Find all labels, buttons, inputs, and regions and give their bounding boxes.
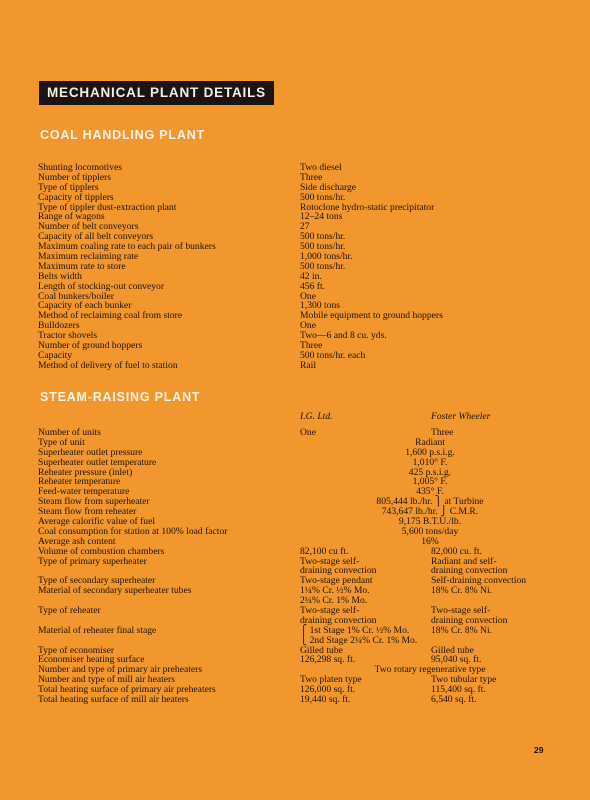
row-label: Average ash content — [38, 535, 116, 547]
table-row — [38, 626, 558, 636]
row-value: Rotoclone hydro-static precipitator — [300, 201, 435, 213]
row-value: 500 tons/hr. — [300, 260, 346, 272]
coal-handling-table — [38, 163, 558, 371]
table-row — [38, 636, 558, 646]
row-value: Rail — [300, 359, 316, 371]
row-label: Coal bunkers/boiler — [38, 290, 114, 302]
steam-column-headers — [38, 412, 558, 422]
row-label: Number of belt conveyors — [38, 221, 139, 233]
row-label: Material of reheater final stage — [38, 624, 157, 636]
row-value-ig: Gilled tube — [300, 644, 343, 656]
row-value-shared: Radiant — [415, 436, 445, 448]
row-label: Reheater temperature — [38, 476, 121, 488]
row-value-shared: 1,010° F. — [412, 456, 448, 468]
row-value: Three — [300, 340, 323, 352]
table-row — [38, 586, 558, 596]
row-value-foster-wheeler: Self-draining convection — [431, 575, 527, 587]
table-row — [38, 695, 558, 705]
row-value: 12–24 tons — [300, 211, 343, 223]
row-label: Capacity — [38, 349, 73, 361]
row-label: Coal consumption for station at 100% load factor — [38, 525, 228, 537]
row-value-foster-wheeler: 18% Cr. 8% Ni. — [431, 585, 493, 597]
row-label: Type of primary superheater — [38, 555, 147, 567]
row-value-foster-wheeler: Three — [431, 427, 454, 438]
row-value-shared: 435° F. — [416, 486, 444, 498]
row-label: Capacity of each bunker — [38, 300, 132, 312]
row-value-shared: 743,647 lb./hr. ⎭ C.M.R. — [381, 506, 479, 518]
coal-section-title: COAL HANDLING PLANT — [40, 128, 205, 142]
row-label: Number of ground hoppers — [38, 340, 143, 352]
row-value: 1,000 tons/hr. — [300, 251, 353, 263]
row-value: 42 in. — [300, 270, 322, 282]
row-label: Type of secondary superheater — [38, 575, 156, 587]
row-value-ig: 19,440 sq. ft. — [300, 694, 351, 706]
table-row — [38, 341, 558, 351]
row-label: Belts width — [38, 270, 82, 282]
row-value-ig: ⎧ 1st Stage 1% Cr. ½% Mo. — [300, 624, 410, 636]
row-value: One — [300, 320, 316, 332]
row-label: Superheater outlet pressure — [38, 446, 143, 458]
row-value: 500 tons/hr. — [300, 231, 346, 243]
row-value-shared: 5,600 tons/day — [401, 525, 459, 537]
row-value-shared: 16% — [421, 535, 439, 547]
row-label: Total heating surface of mill air heaters — [38, 694, 189, 706]
row-value: 500 tons/hr. — [300, 191, 346, 203]
row-label: Tractor shovels — [38, 330, 98, 342]
row-value-ig: draining convection — [300, 565, 377, 577]
row-label: Volume of combustion chambers — [38, 545, 165, 557]
row-value-foster-wheeler: draining convection — [431, 565, 508, 577]
row-label: Method of delivery of fuel to station — [38, 359, 178, 371]
row-label: Type of tipplers — [38, 181, 99, 193]
row-label: Steam flow from superheater — [38, 496, 150, 508]
row-label: Length of stocking-out conveyor — [38, 280, 165, 292]
row-value-foster-wheeler: 82,000 cu. ft. — [431, 545, 482, 557]
table-row — [38, 321, 558, 331]
row-value: Two—6 and 8 cu. yds. — [300, 330, 387, 342]
row-value: 27 — [300, 221, 310, 233]
row-value-foster-wheeler: 6,540 sq. ft. — [431, 694, 477, 706]
table-row — [38, 282, 558, 292]
row-value-shared: 425 p.s.i.g. — [408, 466, 452, 478]
row-value-shared: 9,175 B.T.U./lb. — [398, 516, 462, 528]
row-label: Number and type of primary air preheaters — [38, 664, 203, 676]
table-row — [38, 173, 558, 183]
table-row — [38, 183, 558, 193]
row-label: Capacity of tipplers — [38, 191, 114, 203]
row-value: Three — [300, 171, 323, 183]
table-row — [38, 428, 558, 438]
row-label: Shunting locomotives — [38, 162, 122, 173]
row-value-ig: draining convection — [300, 614, 377, 626]
row-label: Bulldozers — [38, 320, 80, 332]
row-label: Steam flow from reheater — [38, 506, 137, 518]
steam-section-title: STEAM-RAISING PLANT — [40, 390, 201, 404]
row-label: Range of wagons — [38, 211, 105, 223]
row-label: Type of tippler dust-extraction plant — [38, 201, 177, 213]
row-value-foster-wheeler: 115,400 sq. ft. — [431, 684, 486, 696]
row-label: Economiser heating surface — [38, 654, 145, 666]
row-value: Mobile equipment to ground hoppers — [300, 310, 443, 322]
row-value-foster-wheeler: Radiant and self- — [431, 555, 497, 567]
row-label: Material of secondary superheater tubes — [38, 585, 192, 597]
row-value-ig: ⎩ 2nd Stage 2¼% Cr. 1% Mo. — [300, 634, 418, 646]
steam-raising-table — [38, 428, 558, 705]
row-label: Maximum reclaiming rate — [38, 251, 139, 263]
row-label: Type of reheater — [38, 605, 101, 617]
row-label: Maximum rate to store — [38, 260, 126, 272]
row-value-shared: 805,444 lb./hr. ⎫ at Turbine — [376, 496, 484, 508]
row-label: Total heating surface of primary air preheaters — [38, 684, 216, 696]
row-value: 456 ft. — [300, 280, 326, 292]
row-label: Type of economiser — [38, 644, 115, 656]
table-row — [38, 361, 558, 371]
page-number: 29 — [534, 745, 544, 755]
row-value: Two diesel — [300, 162, 342, 173]
row-label: Number and type of mill air heaters — [38, 674, 175, 686]
row-value-foster-wheeler: Two-stage self- — [431, 605, 491, 617]
table-row — [38, 311, 558, 321]
row-label: Number of units — [38, 427, 101, 438]
table-row — [38, 203, 558, 213]
row-value-ig: 126,000 sq. ft. — [300, 684, 356, 696]
row-label: Method of reclaiming coal from store — [38, 310, 183, 322]
table-row — [38, 163, 558, 173]
row-value: 500 tons/hr. each — [300, 349, 366, 361]
row-value-ig: 2¼% Cr. 1% Mo. — [300, 595, 368, 607]
column-header-foster-wheeler: Foster Wheeler — [431, 411, 491, 422]
row-label: Feed-water temperature — [38, 486, 130, 498]
row-label: Superheater outlet temperature — [38, 456, 157, 468]
row-value-foster-wheeler: Gilled tube — [431, 644, 474, 656]
row-value-shared: 1,600 p.s.i.g. — [405, 446, 455, 458]
row-label: Number of tipplers — [38, 171, 112, 183]
table-row — [38, 262, 558, 272]
row-label: Maximum coaling rate to each pair of bunkers — [38, 241, 216, 253]
row-label: Capacity of all belt conveyors — [38, 231, 154, 243]
row-value-shared: 1,005° F. — [412, 476, 448, 488]
row-value-ig: Two platen type — [300, 674, 362, 686]
row-value-ig: Two-stage self- — [300, 555, 360, 567]
row-value-foster-wheeler: 95,040 sq. ft. — [431, 654, 482, 666]
row-label: Type of unit — [38, 436, 85, 448]
row-value: 1,300 tons — [300, 300, 340, 312]
row-value-ig: 1¼% Cr. ½% Mo. — [300, 585, 370, 597]
row-value: Side discharge — [300, 181, 357, 193]
page-banner-title: MECHANICAL PLANT DETAILS — [39, 81, 274, 105]
row-label: Average calorific value of fuel — [38, 516, 156, 528]
row-value: 500 tons/hr. — [300, 241, 346, 253]
column-header-ig: I.G. Ltd. — [300, 411, 333, 422]
row-value-shared: Two rotary regenerative type — [374, 664, 486, 676]
row-value-ig: Two-stage self- — [300, 605, 360, 617]
row-value-foster-wheeler: Two tubular type — [431, 674, 497, 686]
row-value: One — [300, 290, 316, 302]
row-value-ig: 82,100 cu ft. — [300, 545, 349, 557]
row-value-foster-wheeler: 18% Cr. 8% Ni. — [431, 624, 493, 636]
row-value-ig: 126,298 sq. ft. — [300, 654, 356, 666]
table-row — [38, 527, 558, 537]
row-value-foster-wheeler: draining convection — [431, 614, 508, 626]
row-value-ig: One — [300, 427, 316, 438]
row-value-ig: Two-stage pendant — [300, 575, 373, 587]
row-label: Reheater pressure (inlet) — [38, 466, 133, 478]
